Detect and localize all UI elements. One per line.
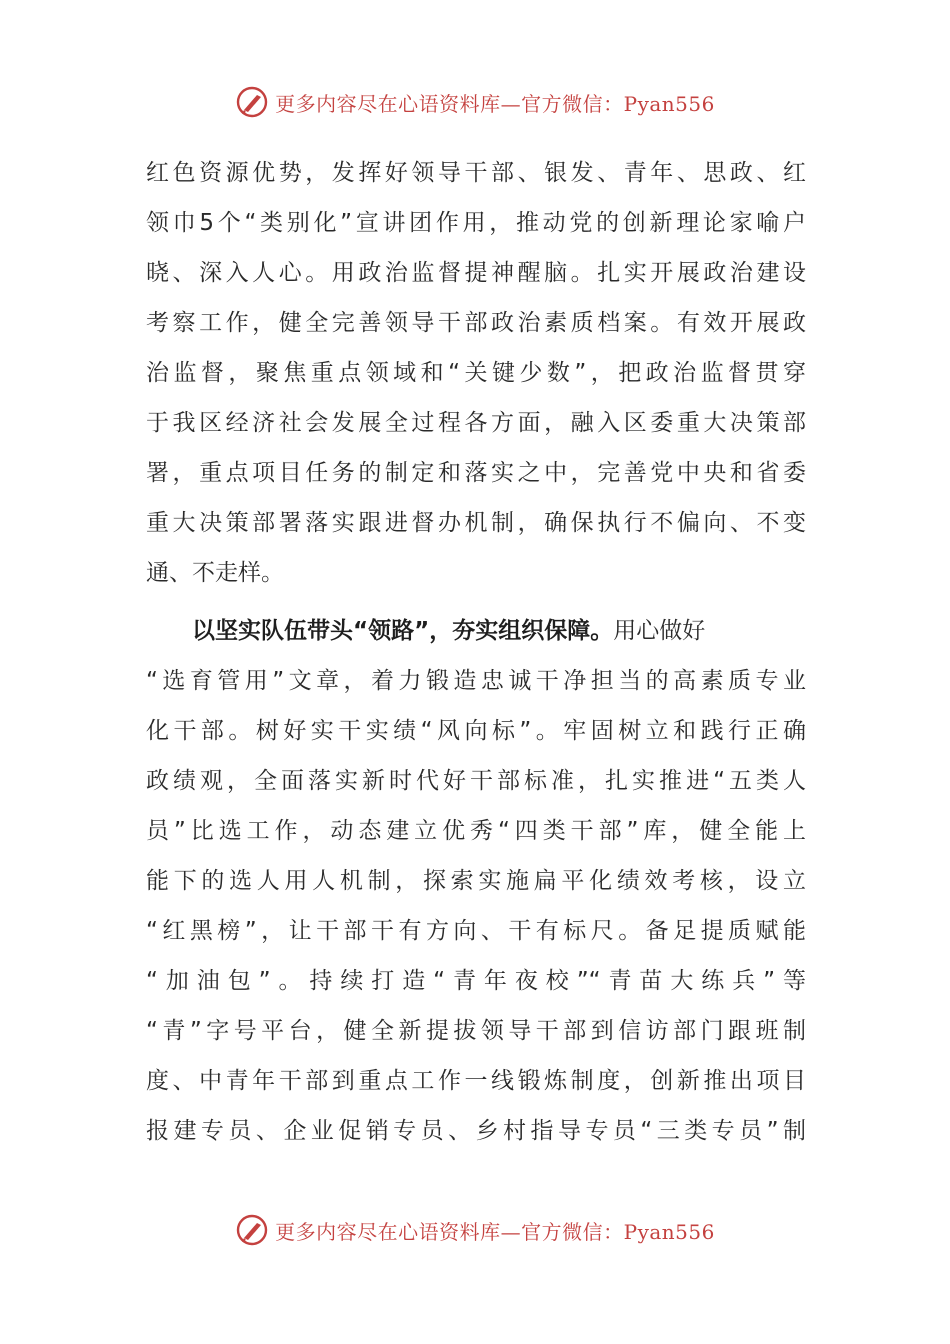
- text-line: “青”字号平台，健全新提拔领导干部到信访部门跟班制: [146, 1018, 806, 1044]
- paragraph-gap: [146, 598, 806, 606]
- text-line: 红色资源优势，发挥好领导干部、银发、青年、思政、红: [146, 160, 806, 186]
- section-heading: 以坚实队伍带头“领路”，夯实组织保障。: [192, 618, 614, 644]
- header-watermark-text: 更多内容尽在心语资料库—官方微信：Pyan556: [275, 91, 715, 116]
- paragraph-2-first-line: [146, 606, 806, 656]
- paragraph-2: [146, 606, 806, 1156]
- footer-watermark: [0, 1210, 950, 1250]
- text-line: 晓、深入人心。用政治监督提神醒脑。扎实开展政治建设: [146, 260, 806, 286]
- text-line: 通、不走样。: [146, 560, 284, 586]
- heading-continuation: 用心做好: [613, 618, 706, 644]
- text-line: 度、中青年干部到重点工作一线锻炼制度，创新推出项目: [146, 1068, 806, 1094]
- paragraph-1: [146, 148, 806, 598]
- text-line: 考察工作，健全完善领导干部政治素质档案。有效开展政: [146, 310, 806, 336]
- text-line: 重大决策部署落实跟进督办机制，确保执行不偏向、不变: [146, 510, 806, 536]
- text-line: 于我区经济社会发展全过程各方面，融入区委重大决策部: [146, 410, 806, 436]
- text-line: 能下的选人用人机制，探索实施扁平化绩效考核，设立: [146, 868, 806, 894]
- text-line: 化干部。树好实干实绩“风向标”。牢固树立和践行正确: [146, 718, 806, 744]
- pen-logo-icon: [235, 85, 269, 119]
- text-line: 员”比选工作，动态建立优秀“四类干部”库，健全能上: [146, 818, 806, 844]
- text-line: “选育管用”文章，着力锻造忠诚干净担当的高素质专业: [146, 668, 806, 694]
- text-line: “加油包”。持续打造“青年夜校”“青苗大练兵”等: [146, 968, 806, 994]
- pen-logo-icon: [235, 1213, 269, 1247]
- text-line: 领巾5个“类别化”宣讲团作用，推动党的创新理论家喻户: [146, 210, 806, 236]
- text-line: 报建专员、企业促销专员、乡村指导专员“三类专员”制: [146, 1118, 806, 1144]
- header-watermark: [0, 82, 950, 122]
- text-line: 署，重点项目任务的制定和落实之中，完善党中央和省委: [146, 460, 806, 486]
- footer-watermark-text: 更多内容尽在心语资料库—官方微信：Pyan556: [275, 1219, 715, 1244]
- text-line: 治监督，聚焦重点领域和“关键少数”，把政治监督贯穿: [146, 360, 806, 386]
- text-line: 政绩观，全面落实新时代好干部标准，扎实推进“五类人: [146, 768, 806, 794]
- text-line: “红黑榜”，让干部干有方向、干有标尺。备足提质赋能: [146, 918, 806, 944]
- document-body: [146, 148, 806, 1156]
